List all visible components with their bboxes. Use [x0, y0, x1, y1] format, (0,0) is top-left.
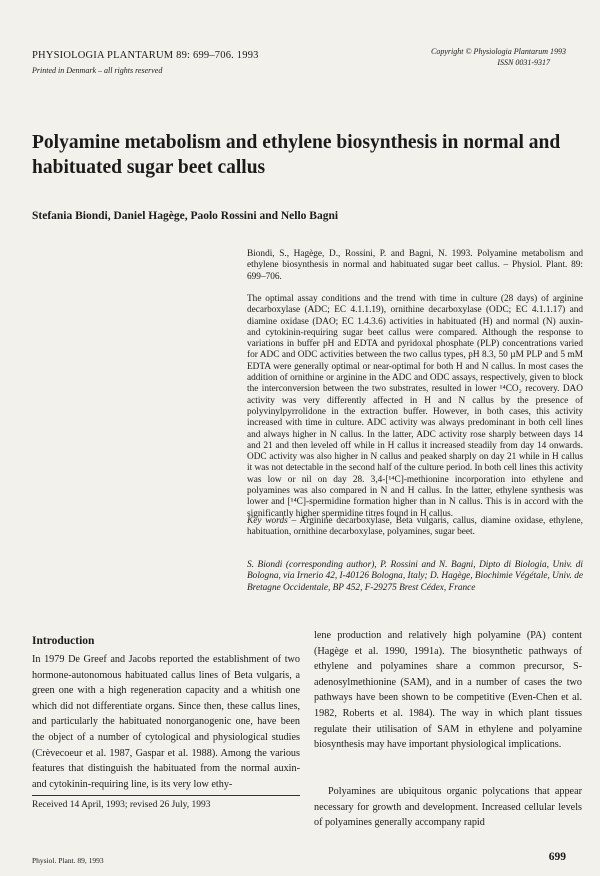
- keywords-label: Key words: [247, 516, 288, 526]
- intro-right-column: lene production and relatively high polyamine (PA) content (Hagège et al. 1990, 1991a). The biosynthetic pathways of ethylene and polyamines share a common precursor, S-adenosylmethionine (SAM), and in a number of cases the two pathways have been shown to be competitive (Even-Chen et al. 1982, Roberts et al. 1984). The way in which plant tissues regulate their utilisation of SAM in ethylene and polyamine biosynthesis may have important physiological implications.: [314, 630, 582, 751]
- footer-journal: Physiol. Plant. 89, 1993: [32, 856, 104, 865]
- authors: Stefania Biondi, Daniel Hagège, Paolo Rossini and Nello Bagni: [32, 210, 339, 222]
- abstract: The optimal assay conditions and the trend with time in culture (28 days) of arginine decarboxylase (ADC; EC 4.1.1.19), ornithine decarboxylase (ODC; EC 4.1.1.17) and diamine oxidase (DAO; EC 1.4.3.6) activities in habituated (H) and normal (N) auxin- and cytokinin-requiring sugar beet callus were compared. Although the response to variations in buffer pH and EDTA and pyridoxal phosphate (PLP) concentrations varied for ADC and ODC activities between the two callus types, pH 8.3, 50 µM PLP and 5 mM EDTA were generally optimal or near-optimal for both H and N callus. In most cases the addition of ornithine or arginine in the ADC and ODC assays, respectively, given to block the interconversion between the two substrates, resulted in lower ¹⁴CO₂ recovery. DAO activity was very differently affected in H and N callus by the presence of polyvinylpyrrolidone in the extraction buffer. However, in both cases, this activity increased with time in culture. ADC activity was always predominant in both cell lines and always higher in N callus. In the latter, ADC activity rose sharply between days 14 and 21 and then leveled off while in H callus it increased steadily from day 14 onwards. ODC activity was also higher in N callus and peaked sharply on day 21 while in H callus it was not detectable in the second half of the culture period. In both cell lines this activity was low or nil on day 28. 3,4-[¹⁴C]-methionine incorporation into ethylene and polyamines was also compared in N and H callus. In the latter, ethylene synthesis was lower and [¹⁴C]-spermidine formation higher than in N callus. This is in accord with the significantly higher spermidine titres found in H callus.: [247, 294, 583, 519]
- page-number: 699: [548, 851, 566, 863]
- citation: Biondi, S., Hagège, D., Rossini, P. and Bagni, N. 1993. Polyamine metabolism and ethylene biosynthesis in normal and habituated sugar beet callus. – Physiol. Plant. 89: 699–706.: [247, 249, 583, 282]
- footnote-divider: [32, 795, 300, 796]
- received-date: Received 14 April, 1993; revised 26 July, 1993: [32, 800, 211, 810]
- journal-header: PHYSIOLOGIA PLANTARUM 89: 699–706. 1993: [32, 50, 259, 61]
- printed-note: Printed in Denmark – all rights reserved: [32, 66, 163, 75]
- affiliation: S. Biondi (corresponding author), P. Rossini and N. Bagni, Dipto di Biologia, Univ. di Bologna, via Irnerio 42, I-40126 Bologna, Italy; D. Hagège, Biochimie Végétale, Univ. de Bretagne Occidentale, BP 452, F-29275 Brest Cédex, France: [247, 560, 583, 593]
- paper-title: Polyamine metabolism and ethylene biosynthesis in normal and habituated sugar beet callus: [32, 132, 561, 178]
- copyright-notice: Copyright © Physiologia Plantarum 1993: [431, 47, 566, 56]
- keywords: [247, 516, 583, 539]
- intro-right-paragraph-2: Polyamines are ubiquitous organic polycations that appear necessary for growth and development. Increased cellular levels of polyamines generally accompany rapid: [314, 786, 582, 829]
- intro-left-column: In 1979 De Greef and Jacobs reported the establishment of two hormone-autonomous habituated callus lines of Beta vulgaris, a green one with a high regeneration capacity and a whitish one which did not differentiate organs. Since then, these callus lines, and particularly the habituated nonorganogenic one, have been the object of a number of cytological and physiological studies (Crèvecoeur et al. 1987, Gaspar et al. 1988). Among the various features that distinguish the habituated from the normal auxin- and cytokinin-requiring line, is its very low ethy-: [32, 654, 300, 790]
- issn: ISSN 0031-9317: [497, 58, 550, 67]
- keywords-text: – Arginine decarboxylase, Beta vulgaris, callus, diamine oxidase, ethylene, habituation, ornithine decarboxylase, polyamines, sugar beet.: [247, 516, 583, 538]
- section-heading-introduction: Introduction: [32, 635, 95, 647]
